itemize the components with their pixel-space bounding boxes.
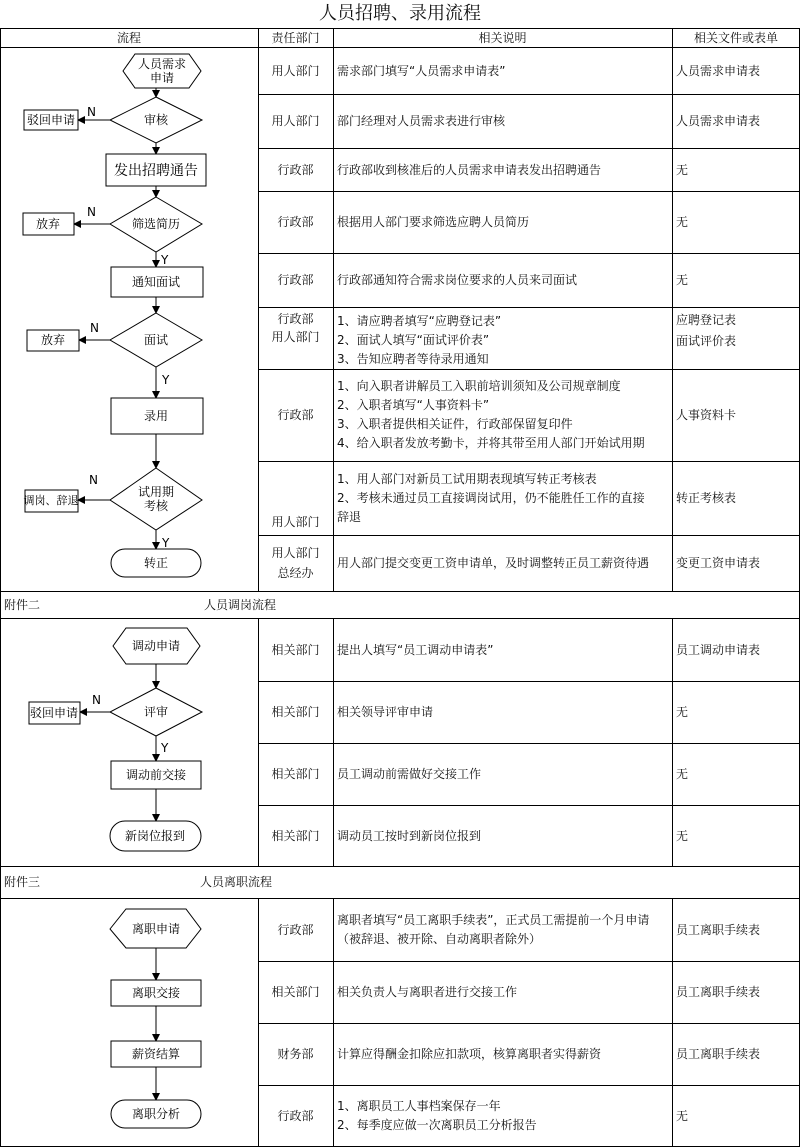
transfer-row-desc: 相关领导评审申请 xyxy=(337,705,434,719)
recruit-row-dept: 用人部门 xyxy=(271,114,320,128)
recruit-row-dept: 行政部 xyxy=(277,215,314,229)
recruit-row-docs: 无 xyxy=(676,162,689,177)
node-transfer-report-label: 新岗位报到 xyxy=(124,829,186,843)
resign-row-desc: 离职者填写“员工离职手续表”，正式员工需提前一个月申请 （被辞退、被开除、自动离职者除外） xyxy=(337,912,650,946)
node-resign-analysis-label: 离职分析 xyxy=(131,1107,181,1121)
resign-row-docs: 员工离职手续表 xyxy=(676,985,761,999)
header-docs: 相关文件或表单 xyxy=(693,31,778,45)
node-notify-label: 通知面试 xyxy=(131,275,181,289)
recruit-row-desc: 1、向入职者讲解员工入职前培训须知及公司规章制度 2、入职者填写“人事资料卡” 3、入职者提供相关证件，行政部保留复印件 4、给入职者发放考勤卡，并将其带至用人部门开始试用期 xyxy=(337,379,645,450)
node-notice-label: 发出招聘通告 xyxy=(114,163,198,179)
recruit-row-docs: 人事资料卡 xyxy=(676,408,737,422)
recruit-row-desc: 行政部通知符合需求岗位要求的人员来司面试 xyxy=(337,273,578,287)
header-dept: 责任部门 xyxy=(271,31,320,45)
resign-row-desc: 1、离职员工人事档案保存一年 2、每季度应做一次离职员工分析报告 xyxy=(337,1098,537,1132)
node-probation-line: 试用期 xyxy=(137,485,175,499)
node-transfer-handover-label: 调动前交接 xyxy=(125,768,187,782)
transfer-row-docs: 无 xyxy=(676,705,689,719)
branch-y-label: Y xyxy=(162,536,170,550)
node-need-line: 申请 xyxy=(149,71,175,85)
resign-section-label: 附件三 xyxy=(4,875,41,889)
transfer-row-desc: 调动员工按时到新岗位报到 xyxy=(337,828,482,843)
transfer-row-docs: 员工调动申请表 xyxy=(676,642,761,657)
resign-row-desc: 相关负责人与离职者进行交接工作 xyxy=(337,985,518,999)
resign-row-dept: 行政部 xyxy=(277,1108,314,1123)
node-transfer-review-label: 评审 xyxy=(143,705,169,719)
transfer-row-docs: 无 xyxy=(676,828,689,843)
recruit-row-docs: 无 xyxy=(676,273,689,287)
recruit-row-dept: 行政部 用人部门 xyxy=(271,312,320,344)
resign-flowchart xyxy=(0,898,258,1147)
transfer-section-label: 附件二 xyxy=(4,597,41,612)
transfer-row-desc: 提出人填写“员工调动申请表” xyxy=(337,642,494,657)
page-title: 人员招聘、录用流程 xyxy=(319,3,481,24)
header-desc: 相关说明 xyxy=(478,31,527,45)
transfer-row-dept: 相关部门 xyxy=(271,828,320,843)
transfer-row-desc: 员工调动前需做好交接工作 xyxy=(337,767,482,781)
recruit-row-docs: 应聘登记表 面试评价表 xyxy=(676,313,737,348)
recruit-row-desc: 1、用人部门对新员工试用期表现填写转正考核表 2、考核未通过员工直接调岗试用，仍不能胜任工作的直接 辞退 xyxy=(337,471,645,524)
recruit-row-dept: 行政部 xyxy=(277,273,314,287)
node-resign-handover-label: 离职交接 xyxy=(131,986,181,1000)
node-transfer-quit-label: 调岗、辞退 xyxy=(23,494,79,507)
recruit-row-desc: 部门经理对人员需求表进行审核 xyxy=(337,114,506,128)
branch-y-label: Y xyxy=(162,373,170,387)
node-screen-label: 筛选简历 xyxy=(131,217,181,231)
recruit-row-dept: 行政部 xyxy=(277,162,314,177)
node-transfer-reject-label: 驳回申请 xyxy=(29,706,79,720)
resign-section-title: 人员离职流程 xyxy=(200,875,273,889)
transfer-row-dept: 相关部门 xyxy=(271,767,320,781)
resign-row-dept: 相关部门 xyxy=(271,985,320,999)
recruit-flowchart xyxy=(0,47,258,591)
resign-row-docs: 员工离职手续表 xyxy=(676,922,761,937)
node-transfer-apply-label: 调动申请 xyxy=(131,639,181,653)
recruit-row-desc: 需求部门填写“人员需求申请表” xyxy=(337,63,506,78)
node-need-line: 人员需求 xyxy=(137,57,187,71)
branch-n-label: N xyxy=(87,205,96,219)
resign-row-dept: 行政部 xyxy=(277,922,314,937)
node-reject-label: 驳回申请 xyxy=(26,113,76,127)
resign-row-desc: 计算应得酬金扣除应扣款项，核算离职者实得薪资 xyxy=(337,1047,602,1061)
node-hire-label: 录用 xyxy=(143,409,169,423)
resign-row-dept: 财务部 xyxy=(277,1047,314,1061)
branch-n-label: N xyxy=(89,473,98,487)
recruit-row-dept: 用人部门 xyxy=(271,515,320,529)
transfer-flowchart xyxy=(0,618,258,866)
transfer-row-dept: 相关部门 xyxy=(271,642,320,657)
recruit-row-docs: 转正考核表 xyxy=(676,491,737,505)
resign-row-docs: 员工离职手续表 xyxy=(676,1047,761,1061)
branch-y-label: Y xyxy=(161,253,169,267)
branch-y-label: Y xyxy=(161,741,169,755)
resign-row-docs: 无 xyxy=(676,1108,689,1123)
recruit-row-desc: 根据用人部门要求筛选应聘人员简历 xyxy=(337,215,530,229)
header-flow: 流程 xyxy=(116,31,141,45)
recruit-row-desc: 行政部收到核准后的人员需求申请表发出招聘通告 xyxy=(337,162,602,177)
node-resign-settle-label: 薪资结算 xyxy=(131,1047,181,1061)
recruit-row-desc: 1、请应聘者填写“应聘登记表” 2、面试人填写“面试评价表” 3、告知应聘者等待录用通知 xyxy=(337,314,502,366)
node-interview-label: 面试 xyxy=(143,333,169,347)
node-regular-label: 转正 xyxy=(143,556,169,570)
node-giveup1-label: 放弃 xyxy=(35,217,61,231)
recruit-row-dept: 用人部门 总经办 xyxy=(271,546,320,580)
transfer-row-docs: 无 xyxy=(676,767,689,781)
branch-n-label: N xyxy=(92,693,101,707)
recruit-row-docs: 人员需求申请表 xyxy=(676,114,761,128)
recruit-row-docs: 变更工资申请表 xyxy=(676,556,761,570)
transfer-section-title: 人员调岗流程 xyxy=(204,597,277,612)
recruit-row-docs: 无 xyxy=(676,215,689,229)
node-resign-apply-label: 离职申请 xyxy=(131,922,181,936)
branch-n-label: N xyxy=(90,321,99,335)
recruit-row-desc: 用人部门提交变更工资申请单，及时调整转正员工薪资待遇 xyxy=(337,556,650,570)
recruit-row-dept: 用人部门 xyxy=(271,63,320,78)
recruit-row-docs: 人员需求申请表 xyxy=(676,63,761,78)
node-probation-line: 考核 xyxy=(143,499,169,513)
recruit-row-dept: 行政部 xyxy=(277,408,314,422)
node-review-label: 审核 xyxy=(143,113,169,127)
node-giveup2-label: 放弃 xyxy=(40,333,66,347)
branch-n-label: N xyxy=(87,105,96,119)
transfer-row-dept: 相关部门 xyxy=(271,705,320,719)
